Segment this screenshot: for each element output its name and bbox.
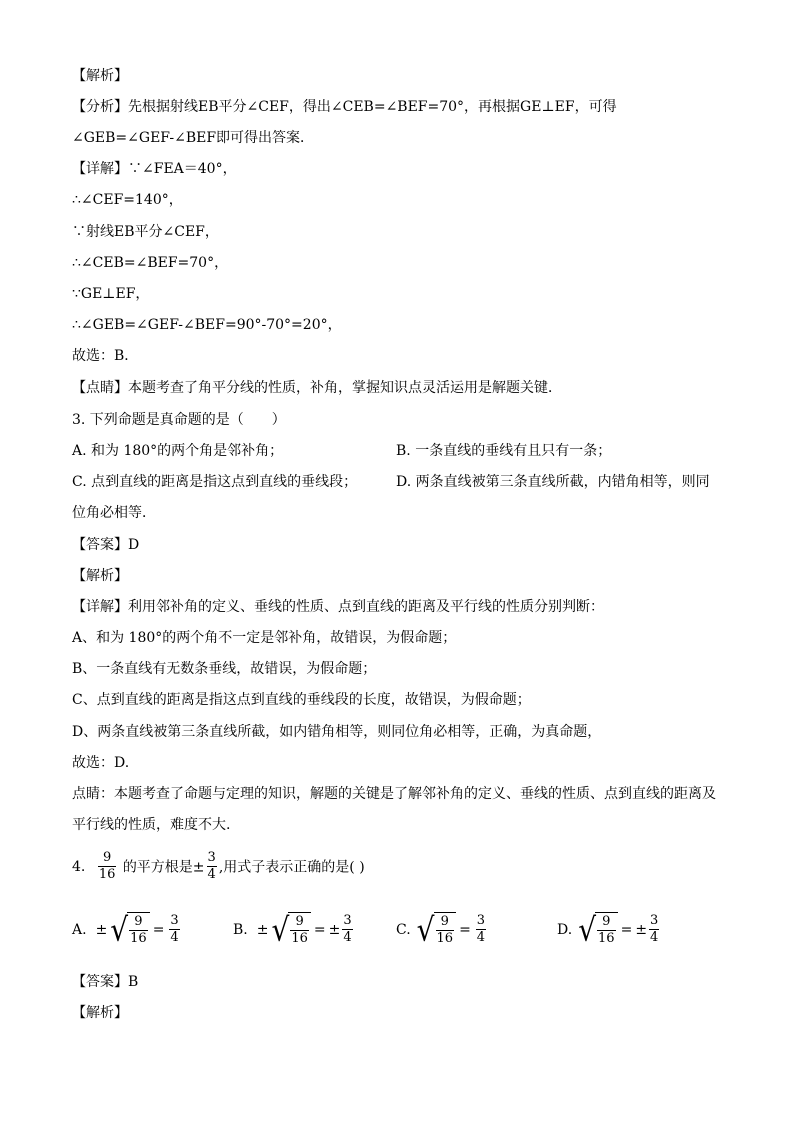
choice-line: 故选：B．	[72, 348, 139, 364]
q4-text-2: ,用式子表示正确的是( )	[218, 859, 365, 876]
q4-option-d: D. √ $\frac{9}{16}$ = ± $\frac{3}{4}$	[557, 909, 659, 948]
detail-line: ∵射线EB平分∠CEF，	[72, 224, 219, 240]
q4-text: 的平方根是±	[122, 859, 205, 876]
question-3: 3. 下列命题是真命题的是（ ）	[72, 412, 286, 428]
q4-fraction-2: $\frac{3}{4}$	[207, 850, 216, 882]
analysis-heading: 【解析】	[72, 68, 128, 84]
detail-line: ∴∠CEB=∠BEF=70°，	[72, 255, 229, 271]
detail-line: 【详解】∵∠FEA＝40°，	[72, 161, 237, 177]
detail-line: ∴∠GEB=∠GEF-∠BEF=90°-70°=20°，	[72, 317, 342, 333]
q3-option-d-cont: 位角必相等．	[72, 505, 156, 521]
q3-detail-b: B、一条直线有无数条垂线，故错误，为假命题；	[72, 661, 377, 677]
q4-option-a: A. ± √ $\frac{9}{16}$ = $\frac{3}{4}$	[72, 909, 179, 948]
question-4	[72, 850, 365, 883]
q3-option-c: C. 点到直线的距离是指这点到直线的垂线段；	[72, 474, 358, 490]
detail-line: ∵GE⊥EF，	[72, 286, 150, 302]
q3-choice: 故选：D.	[72, 755, 130, 771]
q3-detail-a: A、和为 180°的两个角不一定是邻补角，故错误，为假命题；	[72, 630, 457, 646]
detail-line: ∴∠CEF=140°，	[72, 192, 183, 208]
q4-fraction: $\frac{9}{16}$	[98, 850, 116, 882]
q3-detail: 【详解】利用邻补角的定义、垂线的性质、点到直线的距离及平行线的性质分别判断：	[72, 599, 604, 615]
q3-option-d: D. 两条直线被第三条直线所截，内错角相等，则同	[396, 474, 710, 490]
q4-number: 4.	[72, 858, 86, 875]
q3-answer: 【答案】D	[72, 537, 140, 553]
q3-option-a: A. 和为 180°的两个角是邻补角；	[72, 443, 284, 459]
q4-analysis-heading: 【解析】	[72, 1005, 128, 1021]
analysis-text-cont: ∠GEB=∠GEF-∠BEF即可得出答案．	[72, 130, 315, 146]
q4-answer: 【答案】B	[72, 974, 139, 990]
q3-detail-c: C、点到直线的距离是指这点到直线的垂线段的长度，故错误，为假命题；	[72, 692, 531, 708]
q3-detail-d: D、两条直线被第三条直线所截，如内错角相等，则同位角必相等，正确，为真命题，	[72, 724, 602, 740]
q3-option-b: B. 一条直线的垂线有且只有一条；	[396, 443, 612, 459]
q3-comment: 点睛：本题考查了命题与定理的知识，解题的关键是了解邻补角的定义、垂线的性质、点到直线的距离及	[72, 786, 716, 802]
q3-comment-cont: 平行线的性质，难度不大.	[72, 817, 231, 833]
q3-analysis-heading: 【解析】	[72, 568, 128, 584]
comment-line: 【点睛】本题考查了角平分线的性质，补角，掌握知识点灵活运用是解题关键．	[72, 380, 562, 396]
q4-option-c: C. √ $\frac{9}{16}$ = $\frac{3}{4}$	[396, 909, 486, 948]
q4-option-b: B. ± √ $\frac{9}{16}$ = ± $\frac{3}{4}$	[233, 909, 352, 948]
analysis-text: 【分析】先根据射线EB平分∠CEF，得出∠CEB=∠BEF=70°，再根据GE⊥EF，可得	[72, 99, 617, 115]
